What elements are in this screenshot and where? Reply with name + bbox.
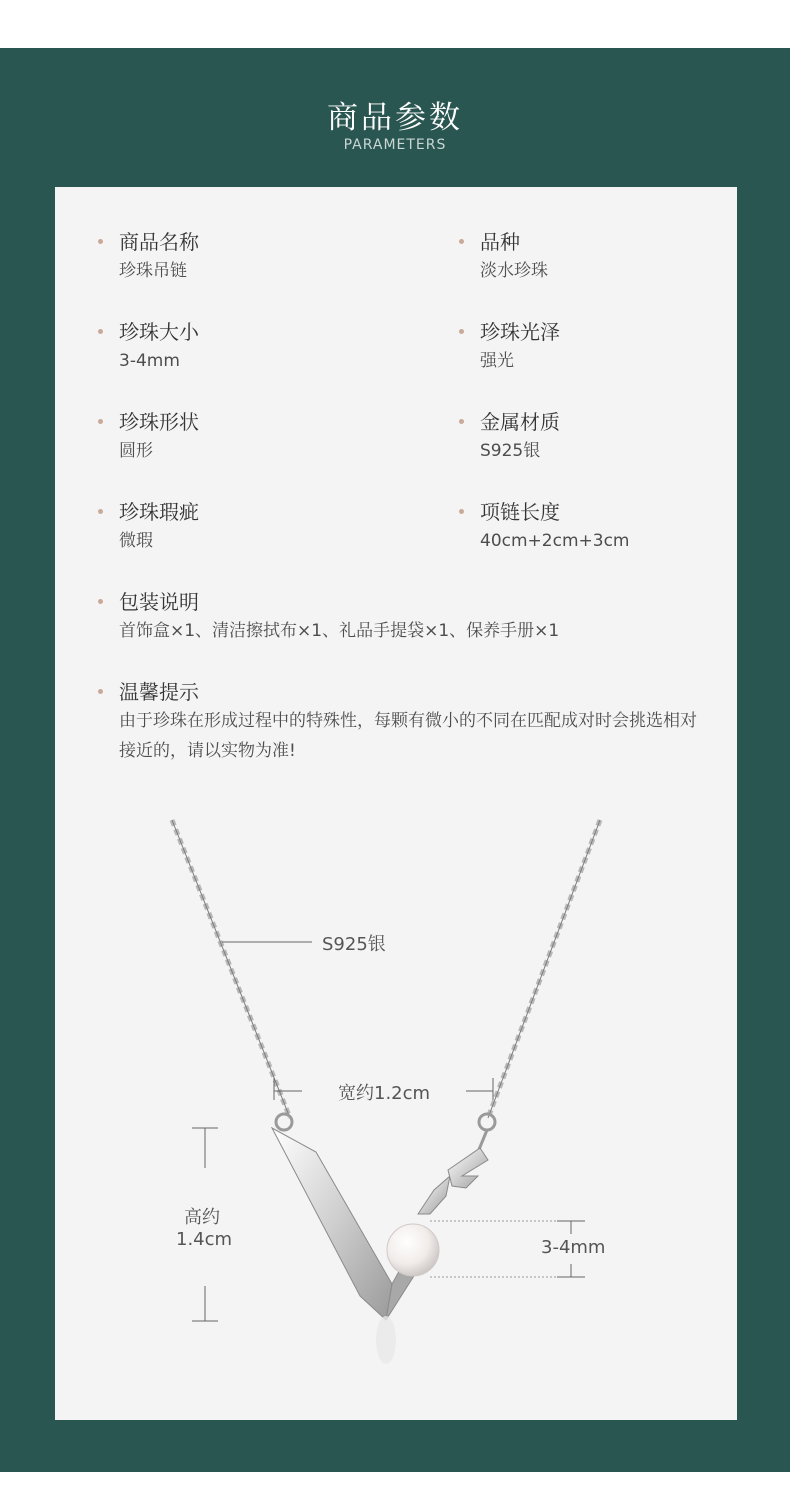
- param-label: 项链长度: [480, 500, 560, 524]
- pearl: [387, 1224, 439, 1276]
- section-subtitle: PARAMETERS: [343, 137, 447, 153]
- param-label: 金属材质: [480, 410, 560, 434]
- section-title: 商品参数: [327, 100, 463, 136]
- right-jump-ring: [479, 1114, 495, 1130]
- left-chain: [172, 820, 290, 1118]
- param-value: 强光: [480, 351, 514, 371]
- param-label: 珍珠形状: [119, 410, 199, 434]
- v-pendant-left-arm: [272, 1128, 392, 1320]
- param-value: 首饰盒×1、清洁擦拭布×1、礼品手提袋×1、保养手册×1: [119, 621, 560, 641]
- material-annotation: S925银: [322, 934, 386, 955]
- param-value: 3-4mm: [119, 351, 180, 371]
- letter-e: [448, 1148, 488, 1188]
- param-label: 品种: [480, 230, 520, 254]
- param-label: 珍珠瑕疵: [119, 500, 199, 524]
- param-value: 淡水珍珠: [480, 261, 548, 281]
- pearl-size-annotation: 3-4mm: [541, 1237, 606, 1258]
- param-value: 珍珠吊链: [119, 261, 187, 281]
- param-value: 由于珍珠在形成过程中的特殊性，每颗有微小的不同在匹配成对时会挑选相对接近的，请以实物为准!: [119, 711, 697, 761]
- height-annotation-value: 1.4cm: [176, 1229, 233, 1250]
- letter-v: [418, 1176, 450, 1214]
- left-jump-ring: [276, 1114, 292, 1130]
- height-annotation-label: 高约: [184, 1207, 220, 1228]
- param-value: 圆形: [119, 441, 153, 461]
- param-label: 温馨提示: [119, 680, 199, 704]
- param-value: 微瑕: [119, 531, 153, 551]
- param-label: 珍珠大小: [119, 320, 199, 344]
- param-label: 珍珠光泽: [480, 320, 560, 344]
- param-label: 商品名称: [119, 230, 199, 254]
- param-value: S925银: [480, 441, 541, 461]
- param-label: 包装说明: [119, 590, 199, 614]
- param-value: 40cm+2cm+3cm: [480, 531, 630, 551]
- right-chain: [488, 820, 600, 1118]
- width-annotation: 宽约1.2cm: [338, 1083, 431, 1104]
